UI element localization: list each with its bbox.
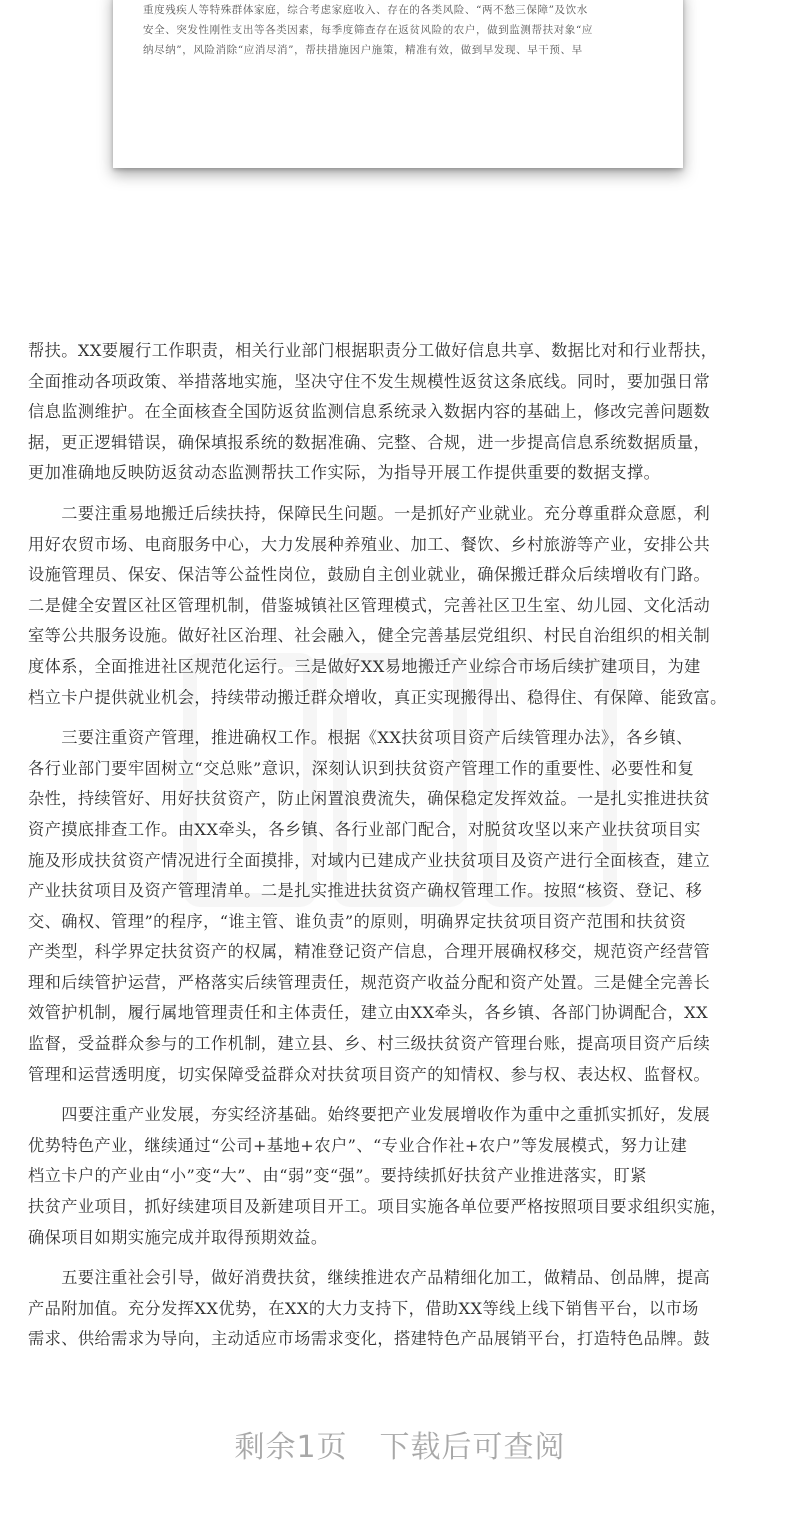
text-line: 据，更正逻辑错误，确保填报系统的数据准确、完整、合规，进一步提高信息系统数据质量， [28,432,711,452]
text-line: 二要注重易地搬迁后续扶持，保障民生问题。一是抓好产业就业。充分尊重群众意愿，利 [28,503,711,523]
text-line: 理和后续管护运营，严格落实后续管理责任，规范资产收益分配和资产处置。三是健全完善长 [28,972,711,992]
text-line: 产业扶贫项目及资产管理清单。二是扎实推进扶贫资产确权管理工作。按照“核资、登记、移 [28,881,703,901]
page-preview-card [113,0,683,168]
download-prompt[interactable] [0,1418,800,1478]
paragraph [28,499,776,713]
text-line: 室等公共服务设施。做好社区治理、社会融入，健全完善基层党组织、村民自治组织的相关制 [28,626,711,646]
text-line: 全面推动各项政策、举措落地实施，坚决守住不发生规模性返贫这条底线。同时，要加强日常 [28,371,711,391]
text-line: 施及形成扶贫资产情况进行全面摸排，对域内已建成产业扶贫项目及资产进行全面核查，建立 [28,850,711,870]
remaining-pages-label: 剩余1页 [234,1430,348,1465]
document-body [28,336,776,1365]
text-line: 杂性，持续管好、用好扶贫资产，防止闲置浪费流失，确保稳定发挥效益。一是扎实推进扶贫 [28,789,711,809]
text-line: 三要注重资产管理，推进确权工作。根据《XX扶贫项目资产后续管理办法》，各乡镇、 [28,728,693,748]
preview-line: 重度残疾人等特殊群体家庭，综合考虑家庭收入、存在的各类风险、“两不愁三保障”及饮水 [143,4,588,16]
text-line: 度体系，全面推进社区规范化运行。三是做好XX易地搬迁产业综合市场后续扩建项目，为建 [28,656,701,676]
text-line: 设施管理员、保安、保洁等公益性岗位，鼓励自主创业就业，确保搬迁群众后续增收有门路。 [28,565,711,585]
preview-text [143,0,658,60]
text-line: 确保项目如期实施完成并取得预期效益。 [28,1227,328,1247]
text-line: 产类型，科学界定扶贫资产的权属，精准登记资产信息，合理开展确权移交，规范资产经营管 [28,942,711,962]
text-line: 产品附加值。充分发挥XX优势，在XX的大力支持下，借助XX等线上线下销售平台，以市场 [28,1298,699,1318]
text-line: 更加准确地反映防返贫动态监测帮扶工作实际，为指导开展工作提供重要的数据支撑。 [28,463,661,483]
text-line: 二是健全安置区社区管理机制，借鉴城镇社区管理模式，完善社区卫生室、幼儿园、文化活动 [28,595,711,615]
text-line: 档立卡户的产业由“小”变“大”、由“弱”变“强”。要持续抓好扶贫产业推进落实，盯紧 [28,1166,647,1186]
preview-line: 安全、突发性刚性支出等各类因素，每季度筛查存在返贫风险的农户，做到监测帮扶对象“应 [143,24,593,36]
text-line: 优势特色产业，继续通过“公司+基地+农户”、“专业合作社+农户”等发展模式，努力让建 [28,1135,688,1155]
paragraph [28,723,776,1090]
text-line: 管理和运营透明度，切实保障受益群众对扶贫项目资产的知情权、参与权、表达权、监督权。 [28,1064,711,1084]
paragraph [28,1100,776,1253]
text-line: 四要注重产业发展，夯实经济基础。始终要把产业发展增收作为重中之重抓实抓好，发展 [28,1105,711,1125]
text-line: 用好农贸市场、电商服务中心，大力发展种养殖业、加工、餐饮、乡村旅游等产业，安排公共 [28,534,711,554]
text-line: 监督，受益群众参与的工作机制，建立县、乡、村三级扶贫资产管理台账，提高项目资产后续 [28,1034,711,1054]
text-line: 交、确权、管理”的程序，“谁主管、谁负责”的原则，明确界定扶贫项目资产范围和扶贫资 [28,911,687,931]
text-line: 扶贫产业项目，抓好续建项目及新建项目开工。项目实施各单位要严格按照项目要求组织实施， [28,1197,727,1217]
text-line: 效管护机制，履行属地管理责任和主体责任，建立由XX牵头，各乡镇、各部门协调配合，XX [28,1003,709,1023]
text-line: 信息监测维护。在全面核查全国防返贫监测信息系统录入数据内容的基础上，修改完善问题数 [28,402,711,422]
download-to-view-label: 下载后可查阅 [379,1430,566,1465]
paragraph [28,336,776,489]
paragraph [28,1263,776,1355]
text-line: 五要注重社会引导，做好消费扶贫，继续推进农产品精细化加工，做精品、创品牌，提高 [28,1268,711,1288]
text-line: 各行业部门要牢固树立“交总账”意识，深刻认识到扶贫资产管理工作的重要性、必要性和复 [28,758,695,778]
text-line: 资产摸底排查工作。由XX牵头，各乡镇、各行业部门配合，对脱贫攻坚以来产业扶贫项目实 [28,819,701,839]
preview-line: 纳尽纳”，风险消除“应消尽消”，帮扶措施因户施策，精准有效，做到早发现、早干预、早 [143,44,583,56]
text-line: 帮扶。XX要履行工作职责，相关行业部门根据职责分工做好信息共享、数据比对和行业帮扶， [28,341,718,360]
text-line: 档立卡户提供就业机会，持续带动搬迁群众增收，真正实现搬得出、稳得住、有保障、能致富。 [28,687,727,707]
text-line: 需求、供给需求为导向，主动适应市场需求变化，搭建特色产品展销平台，打造特色品牌。鼓 [28,1329,711,1349]
